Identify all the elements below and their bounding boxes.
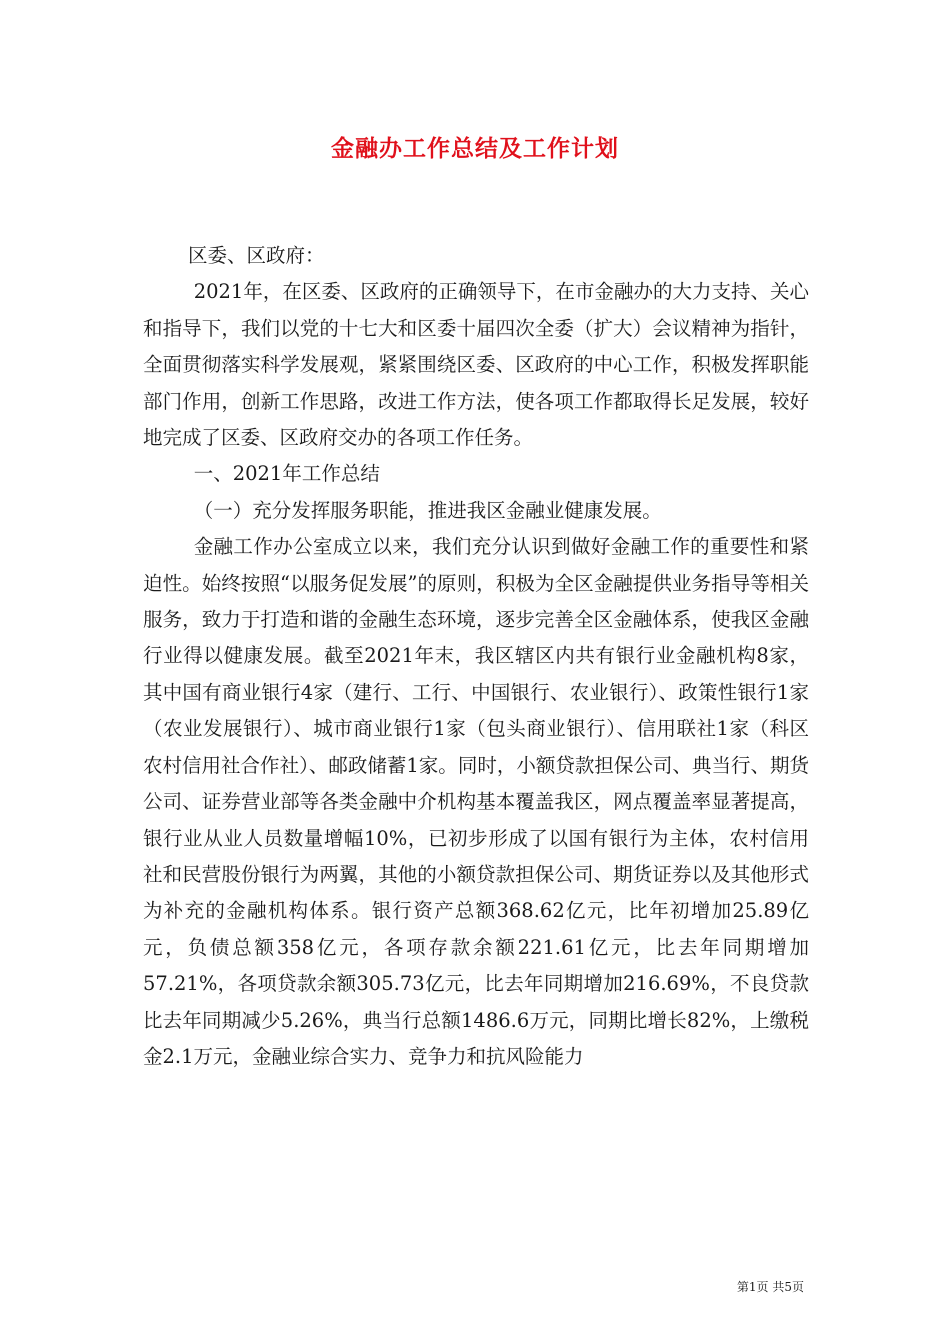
salutation: 区委、区政府： xyxy=(188,244,325,267)
paragraph-intro: 2021年，在区委、区政府的正确领导下，在市金融办的大力支持、关心和指导下，我们以党的十七大和区委十届四次全委（扩大）会议精神为指针，全面贯彻落实科学发展观，紧紧围绕区委、区政府的中心工作，积极发挥职能部门作用，创新工作思路，改进工作方法，使各项工作都取得长足发展，较好地完成了区委、区政府交办的各项工作任务。 xyxy=(143,280,809,450)
page-number: 第1页 共5页 xyxy=(736,1280,804,1294)
document-title: 金融办工作总结及工作计划 xyxy=(331,135,619,162)
subsection-heading: （一）充分发挥服务职能，推进我区金融业健康发展。 xyxy=(193,498,662,522)
paragraph-body: 金融工作办公室成立以来，我们充分认识到做好金融工作的重要性和紧迫性。始终按照“以服务促发展”的原则，积极为全区金融提供业务指导等相关服务，致力于打造和谐的金融生态环境，逐步完善全区金融体系，使我区金融行业得以健康发展。截至2021年末，我区辖区内共有银行业金融机构8家，其中国有商业银行4家（建行、工行、中国银行、农业银行）、政策性银行1家（农业发展银行）、城市商业银行1家（包头商业银行）、信用联社1家（科区农村信用社合作社）、邮政储蓄1家。同时，小额贷款担保公司、典当行、期货公司、证券营业部等各类金融中介机构基本覆盖我区，网点覆盖率显著提高，银行业从业人员数量增幅10%，已初步形成了以国有银行为主体，农村信用社和民营股份银行为两翼，其他的小额贷款担保公司、期货证券以及其他形式为补充的金融机构体系。银行资产总额368.62亿元，比年初增加25.89亿元，负债总额358亿元，各项存款余额221.61亿元，比去年同期增加57.21%，各项贷款余额305.73亿元，比去年同期增加216.69%，不良贷款比去年同期减少5.26%，典当行总额1486.6万元，同期比增长82%，上缴税金2.1万元，金融业综合实力、竞争力和抗风险能力 xyxy=(143,535,809,1068)
document-body xyxy=(143,238,809,1075)
section-heading: 一、2021年工作总结 xyxy=(193,462,380,486)
